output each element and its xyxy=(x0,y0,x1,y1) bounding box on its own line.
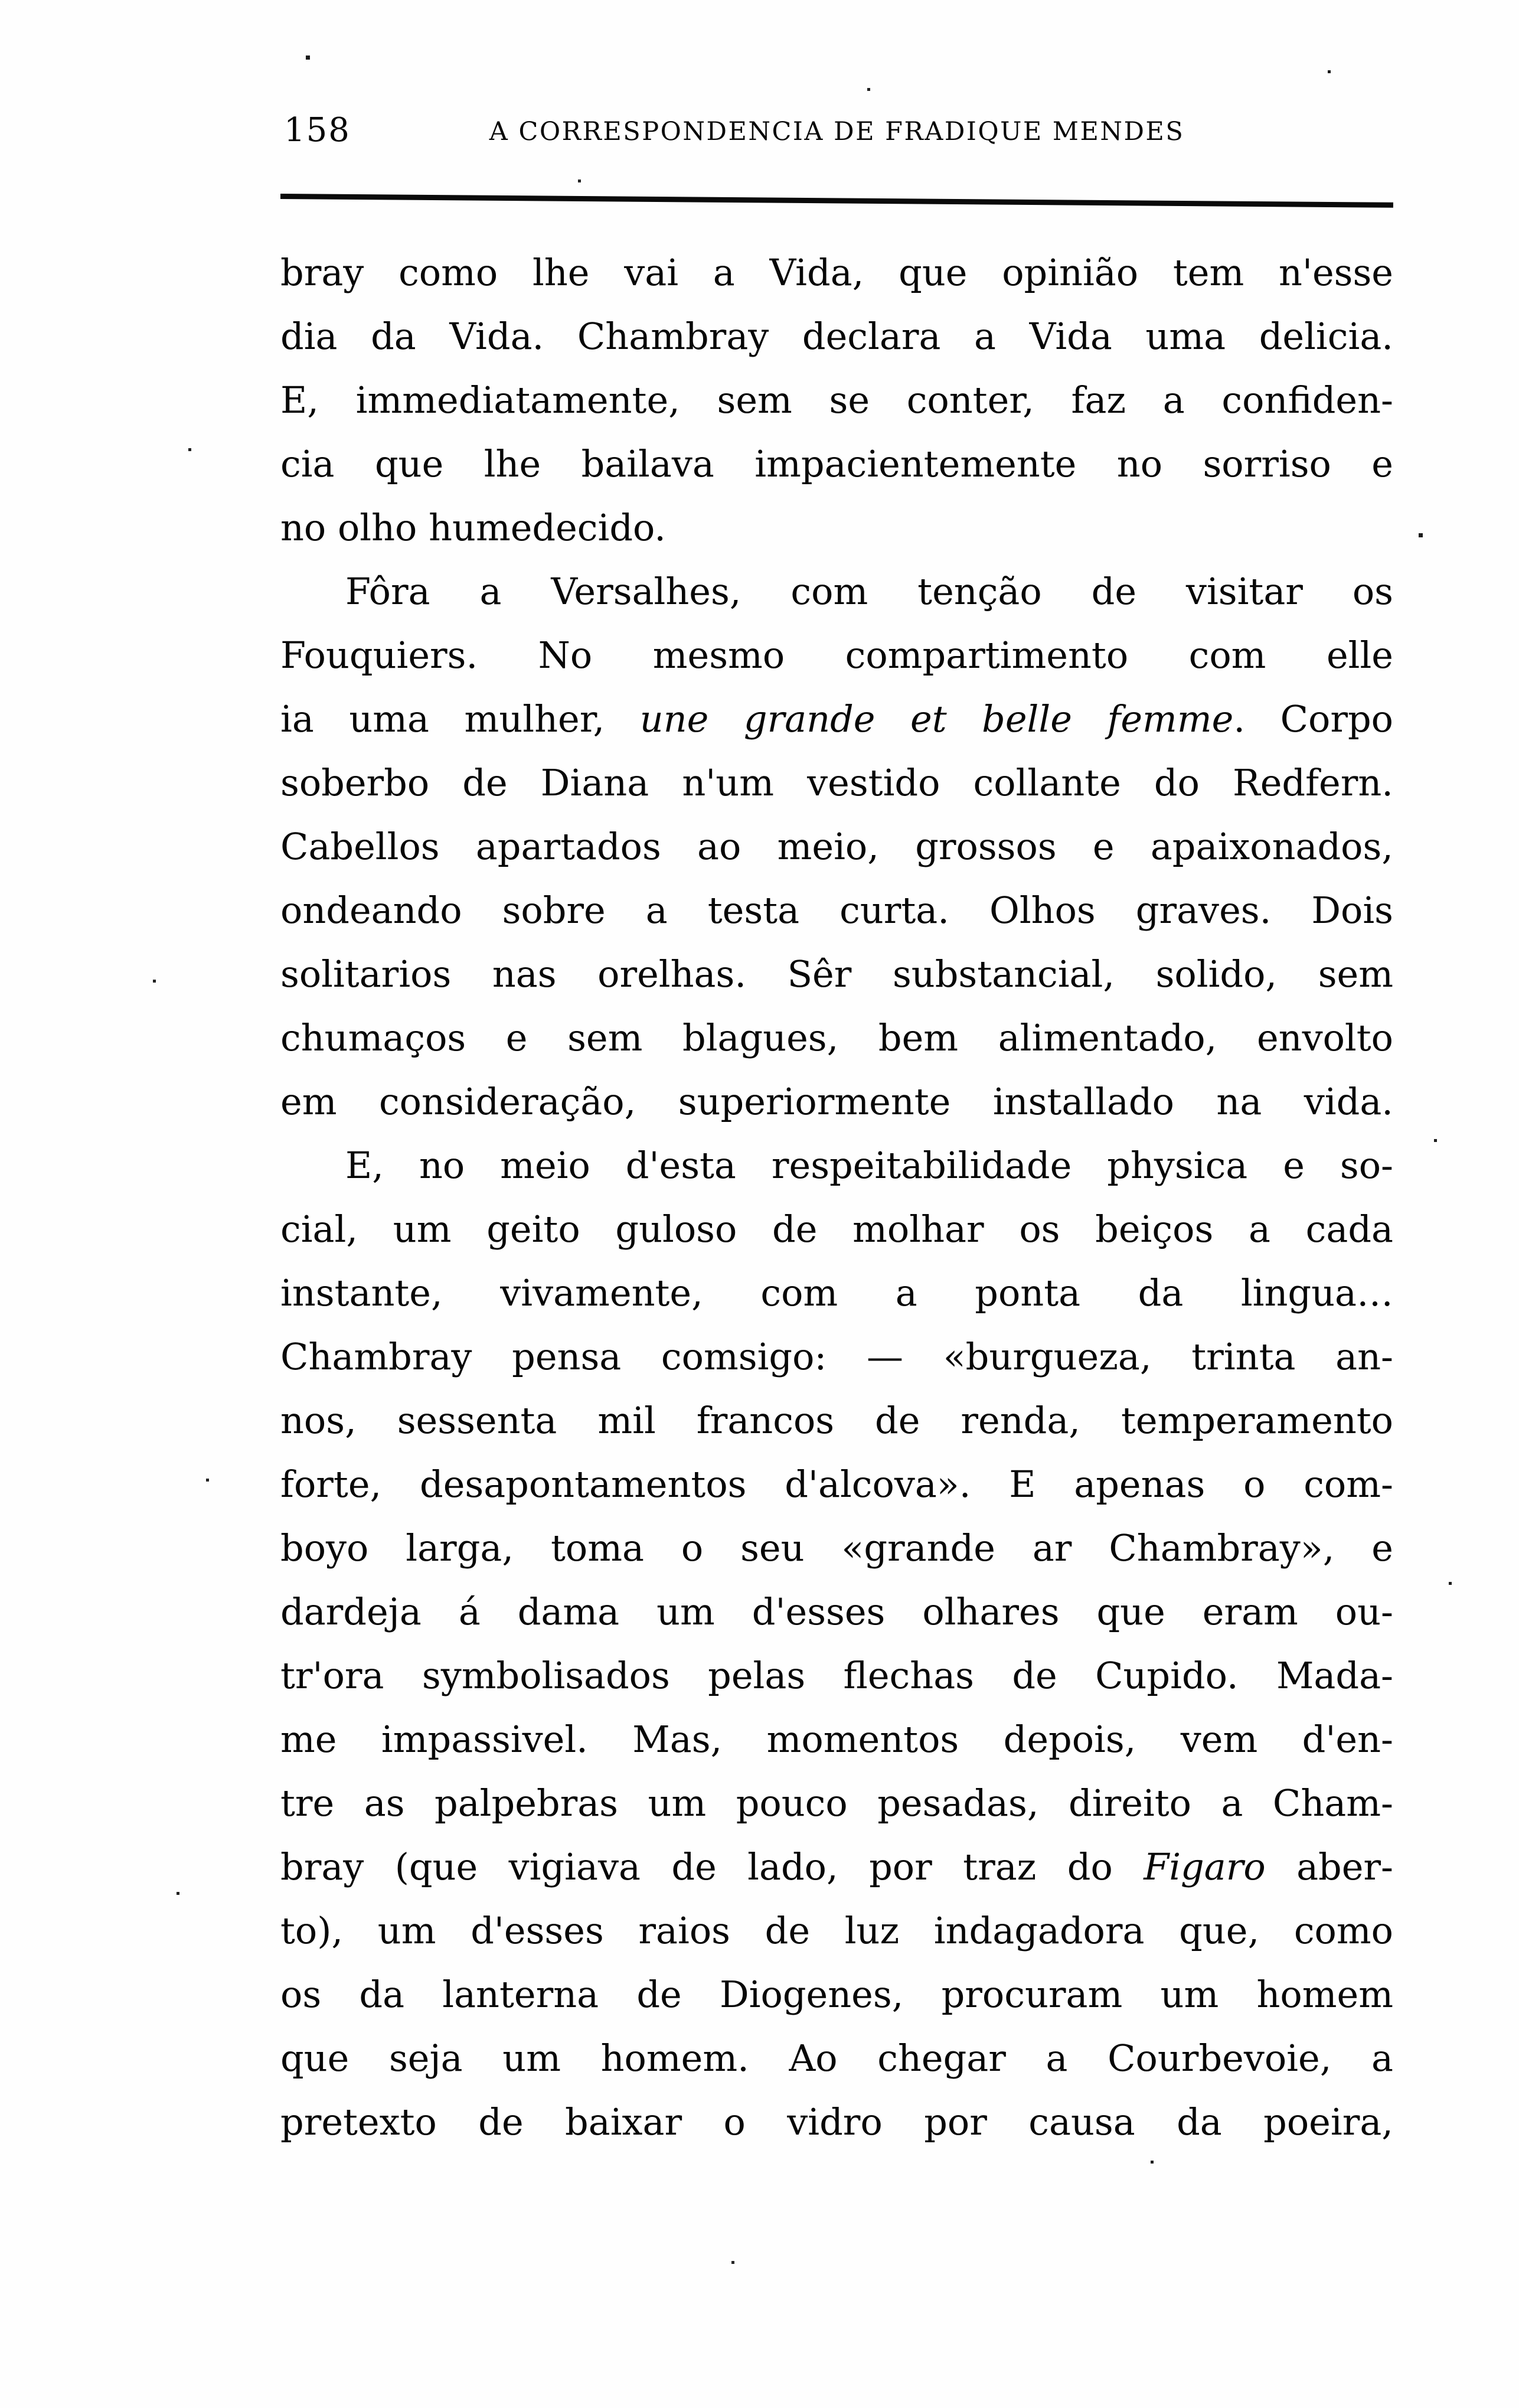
text-line: bray como lhe vai a Vida, que opinião tem n'esse xyxy=(280,251,1393,294)
text-line: forte, desapontamentos d'alcova». E apenas o com- xyxy=(280,1463,1393,1506)
text-line: solitarios nas orelhas. Sêr substancial, solido, sem xyxy=(280,952,1393,996)
text-line: Chambray pensa comsigo: — «burgueza, trinta an- xyxy=(280,1335,1393,1378)
text-line: em consideração, superiormente installado na vida. xyxy=(280,1080,1393,1123)
text-line: tr'ora symbolisados pelas flechas de Cupido. Mada- xyxy=(280,1654,1393,1697)
text-segment: ia uma mulher, xyxy=(280,697,640,740)
text-line: boyo larga, toma o seu «grande ar Chambray», e xyxy=(280,1526,1393,1570)
text-line: que seja um homem. Ao chegar a Courbevoie, a xyxy=(280,2037,1393,2080)
text-segment: aber- xyxy=(1265,1845,1393,1888)
text-segment: . Corpo xyxy=(1233,697,1394,740)
text-line xyxy=(280,1835,1393,1899)
text-line: to), um d'esses raios de luz indagadora que, como xyxy=(280,1909,1393,1952)
text-line: tre as palpebras um pouco pesadas, direito a Cham- xyxy=(280,1781,1393,1825)
text-line: pretexto de baixar o vidro por causa da poeira, xyxy=(280,2100,1393,2143)
text-line: instante, vivamente, com a ponta da lingua… xyxy=(280,1271,1393,1314)
text-line: cial, um geito guloso de molhar os beiços a cada xyxy=(280,1208,1393,1251)
italic-phrase: Figaro xyxy=(1144,1845,1266,1888)
italic-phrase: une grande et belle femme xyxy=(639,697,1234,740)
header-rule xyxy=(280,194,1393,208)
text-line: os da lanterna de Diogenes, procuram um homem xyxy=(280,1973,1393,2016)
text-line: ondeando sobre a testa curta. Olhos graves. Dois xyxy=(280,889,1393,932)
text-line: dardeja á dama um d'esses olhares que eram ou- xyxy=(280,1590,1393,1633)
text-line: me impassivel. Mas, momentos depois, vem d'en- xyxy=(280,1718,1393,1761)
text-line xyxy=(280,687,1393,751)
text-line: Fouquiers. No mesmo compartimento com elle xyxy=(280,634,1393,677)
page-header xyxy=(280,111,1393,152)
text-line: cia que lhe bailava impacientemente no sorriso e xyxy=(280,442,1393,485)
running-header-title: A CORRESPONDENCIA DE FRADIQUE MENDES xyxy=(489,117,1185,146)
text-line: soberbo de Diana n'um vestido collante do Redfern. xyxy=(280,761,1393,804)
page-number: 158 xyxy=(284,111,351,149)
scan-noise xyxy=(0,0,2,2)
text-segment: bray (que vigiava de lado, por traz do xyxy=(280,1845,1144,1888)
text-line: Fôra a Versalhes, com tenção de visitar os xyxy=(345,570,1393,613)
text-block xyxy=(280,241,1393,2154)
text-line: E, immediatamente, sem se conter, faz a confiden- xyxy=(280,379,1393,422)
text-line: E, no meio d'esta respeitabilidade physica e so- xyxy=(345,1144,1393,1187)
text-line: Cabellos apartados ao meio, grossos e apaixonados, xyxy=(280,825,1393,868)
text-line: chumaços e sem blagues, bem alimentado, envolto xyxy=(280,1016,1393,1059)
text-line: nos, sessenta mil francos de renda, temperamento xyxy=(280,1399,1393,1442)
text-line: no olho humedecido. xyxy=(280,506,666,549)
text-line: dia da Vida. Chambray declara a Vida uma delicia. xyxy=(280,315,1393,358)
